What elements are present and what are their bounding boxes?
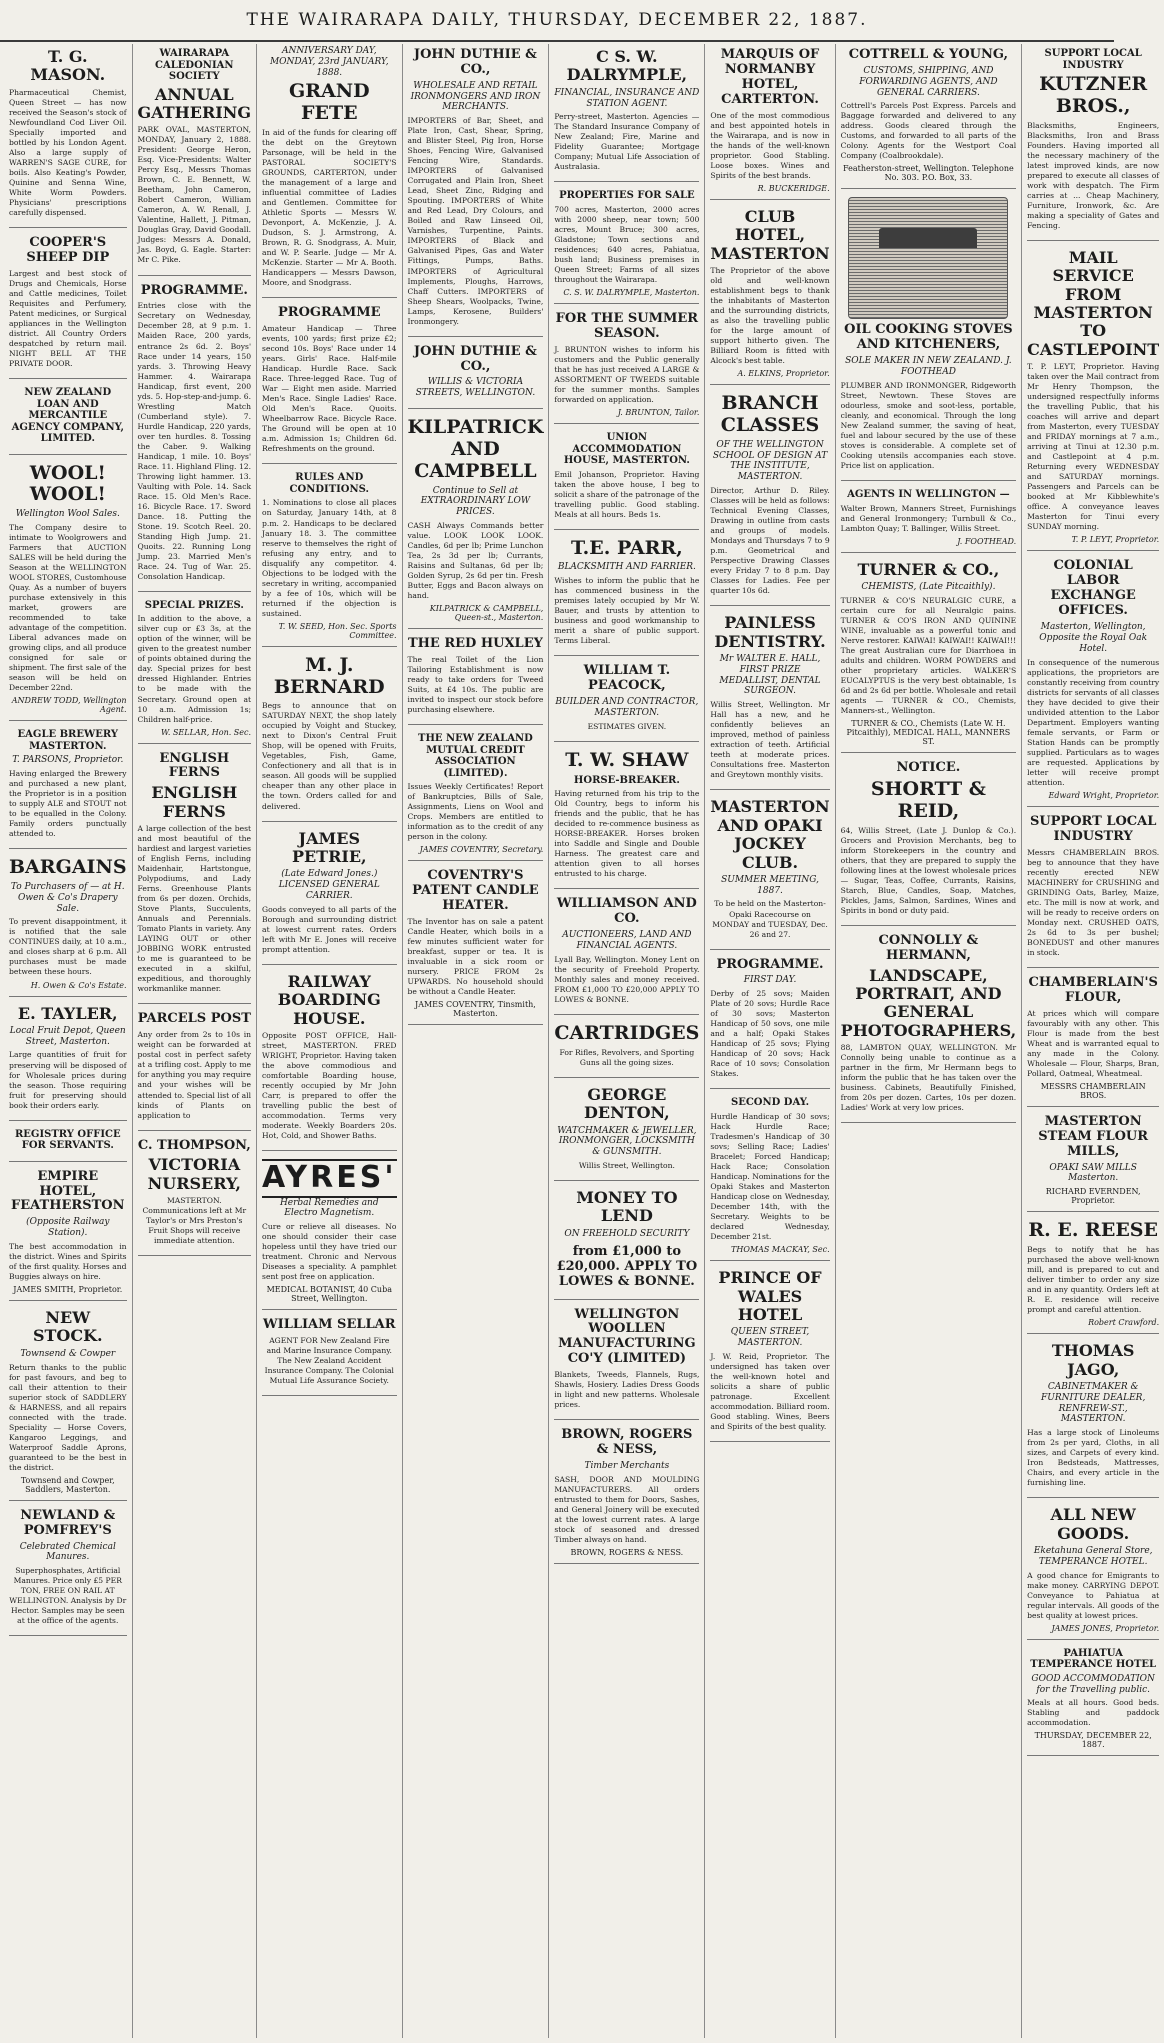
advertisement bbox=[1027, 559, 1159, 806]
ad-subtitle: FINANCIAL, INSURANCE AND STATION AGENT. bbox=[554, 87, 700, 109]
column-3 bbox=[257, 44, 402, 2038]
ad-body: CASH Always Commands better value. LOOK LOOK LOOK. Candles, 6d per lb; Prime Lunchon Tea, 2s 3d per lb; Currants, Raisins and Sultanas, 6d per lb; Golden Syrup, 2s 6d per tin. Fresh Butter, Eggs and Bacon always on hand. bbox=[407, 520, 544, 601]
ad-title: THE NEW ZEALAND MUTUAL CREDIT ASSOCIATION (LIMITED). bbox=[418, 733, 533, 779]
ad-body: Wishes to inform the public that he has commenced business in the premises lately occupied by Mr W. Bauer, and trusts by attention to business and good workmanship to merit a share of public support. Terms Liberal. bbox=[554, 576, 700, 646]
advertisement bbox=[710, 1269, 829, 1442]
ad-body: T. P. LEYT, Proprietor. Having taken over the Mail contract from Mr Henry Thompson, the undersigned respectfully informs the travelling Public, that his coaches will arrive and depart from Masterton, every TUESDAY and FRIDAY mornings at 7 a.m., arriving at Tinui at 12.30 p.m. and Castlepoint at 4 p.m. Returning every WEDNESDAY and SATURDAY mornings. Passengers and Parcels can be booked at Mr Kibblewhite's office. A conveyance leaves Masterton for Tinui every SUNDAY morning. bbox=[1027, 362, 1160, 532]
ad-title: MONEY TO LEND bbox=[576, 1187, 678, 1226]
ad-body: TURNER & CO'S NEURALGIC CURE, a certain cure for all Neuralgic pains. TURNER & CO'S IRON AND QUININE WINE, invaluable as a powerful tonic and Nerve restorer. KAIWAI! KAIWAI!! KAIWAI!!! The great Australian cure for Diarrhoea in adults and children. WORM POWDERS and other proprietary articles. WALKER'S EUCALYPTUS is the very best obtainable, 1s 6d and 2s 6d per bottle. Wholesale and retail agents — TURNER & CO., Chemists, Manners-st., Wellington. bbox=[840, 595, 1017, 715]
ad-subtitle: BUILDER AND CONTRACTOR, MASTERTON. bbox=[555, 697, 699, 719]
ad-body: SASH, DOOR AND MOULDING MANUFACTURERS. All orders entrusted to them for Doors, Sashes, and General Joinery will be executed at the lowest current rates. A large stock of seasoned and dressed Timber always on hand. bbox=[554, 1475, 700, 1545]
ad-subtitle: AUCTIONEERS, LAND AND FINANCIAL AGENTS. bbox=[562, 930, 692, 952]
ad-subtitle: FIRST DAY. bbox=[743, 975, 797, 986]
advertisement bbox=[408, 345, 544, 409]
ad-title: GEORGE DENTON, bbox=[584, 1084, 670, 1123]
ad-title: NEW STOCK. bbox=[32, 1308, 103, 1346]
ad-body: A large collection of the best and most beautiful of the hardiest and largest varieties of English Ferns, including Maidenhair, Hartstongue, Polypodiums, and Lady Ferns. Greenhouse Plants from 6s per dozen. Orchids, Stove Plants, Succulents, Annuals and Perennials. Tomato Plants in variety. Any LAYING OUT or other JOBBING WORK entrusted to me is guaranteed to be executed in a skilful, expeditious, and thoroughly workmanlike manner. bbox=[137, 824, 252, 994]
ad-subtitle: Masterton, Wellington, Opposite the Royal Oak Hotel. bbox=[1039, 622, 1148, 654]
advertisement bbox=[408, 733, 544, 861]
masthead-title: THE WAIRARAPA DAILY, THURSDAY, DECEMBER 22, 1887. bbox=[246, 10, 868, 30]
advertisement bbox=[710, 1097, 829, 1261]
ad-body: Entries close with the Secretary on Wednesday, December 28, at 9 p.m. 1. Maiden Race, 200 yards, entrance 2s 6d. 2. Boys' Race under 14 years, 150 yards. 3. Throwing Heavy Hammer. 4. Wairarapa Handicap, first event, 200 yds. 5. Hop-step-and-jump. 6. Wrestling Match (Cumberland style). 7. Hurdle Handicap, 220 yards, over ten hurdles. 8. Tossing the Caber. 9. Walking Handicap, 1 mile. 10. Boys' Race. 11. Highland Fling. 12. Throwing light hammer. 13. Vaulting with Pole. 14. Sack Race. 15. Old Men's Race. 16. Bicycle Race. 17. Sword Dance. 18. Putting the Stone. 19. Scotch Reel. 20. Standing High Jump. 21. Quoits. 22. Running Long Jump. 23. Married Men's Race. 24. Tug of War. 25. Consolation Handicap. bbox=[137, 301, 252, 581]
ad-body: For Rifles, Revolvers, and Sporting Guns all the going sizes. bbox=[559, 1047, 695, 1067]
ad-signature: JAMES JONES, Proprietor. bbox=[1051, 1623, 1160, 1633]
advertisement bbox=[262, 1318, 396, 1396]
ad-title: RAILWAY BOARDING HOUSE. bbox=[277, 971, 381, 1028]
ad-title: TURNER & CO., bbox=[857, 559, 1000, 579]
ad-title: R. E. REESE bbox=[1028, 1219, 1159, 1242]
ad-title: JOHN DUTHIE & CO., bbox=[413, 343, 537, 374]
advertisement bbox=[1027, 1342, 1159, 1498]
ad-signature: Edward Wright, Proprietor. bbox=[1048, 790, 1160, 800]
advertisement bbox=[554, 750, 699, 889]
ad-title: CHAMBERLAIN'S FLOUR, bbox=[1028, 974, 1158, 1005]
ad-title: BARGAINS bbox=[9, 856, 127, 879]
ad-title: OIL COOKING STOVES AND KITCHENERS, bbox=[844, 322, 1013, 353]
ad-body: Walter Brown, Manners Street, Furnishings and General Ironmongery; Turnbull & Co., Lambton Quay; T. Ballinger, Willis Street. bbox=[840, 503, 1017, 533]
ad-title: PRINCE OF WALES HOTEL bbox=[718, 1268, 822, 1324]
advertisement bbox=[554, 190, 699, 304]
advertisement bbox=[554, 48, 699, 182]
ad-body: Willis Street, Wellington. Mr Hall has a new, and he confidently believes an improved, method of painless extraction of teeth. Artificial teeth at moderate prices. Consultations free. Masterton and Greytown monthly visits. bbox=[710, 700, 830, 780]
ad-body: Having returned from his trip to the Old Country, begs to inform his friends and the public, that he has decided to re-commence business as HORSE-BREAKER. Horses broken into Saddle and Single and Double Harness. The greatest care and attention given to all horses entrusted to his charge. bbox=[554, 789, 700, 879]
ad-body: A good chance for Emigrants to make money. CARRYING DEPOT. Conveyance to Pahiatua at regular intervals. All goods of the best quality at lowest prices. bbox=[1027, 1570, 1160, 1620]
ad-subtitle: Townsend & Cowper bbox=[20, 1348, 116, 1359]
ad-title: T.E. PARR, bbox=[570, 536, 683, 559]
ad-signature: KILPATRICK & CAMPBELL, Queen-st., Masterton. bbox=[429, 604, 544, 623]
ad-title: M. J. BERNARD bbox=[273, 653, 385, 698]
advertisement bbox=[841, 197, 1017, 481]
ad-title: SUPPORT LOCAL INDUSTRY bbox=[1044, 48, 1142, 71]
ad-signature: J. BRUNTON, Tailor. bbox=[617, 408, 700, 418]
ad-signature: Robert Crawford. bbox=[1088, 1318, 1160, 1328]
ad-title: E. TAYLER, bbox=[17, 1003, 118, 1023]
advertisement bbox=[554, 1023, 699, 1078]
advertisement bbox=[710, 48, 829, 200]
advertisement bbox=[554, 538, 699, 657]
ad-body: Any order from 2s to 10s in weight can be forwarded at postal cost in perfect safety at a trifling cost. Apply to me for anything you may require and your wishes will be attended to. Special list of all kinds of Plants on application to bbox=[137, 1030, 252, 1120]
ad-subtitle: HORSE-BREAKER. bbox=[573, 774, 680, 786]
ad-title: WILLIAM T. PEACOCK, bbox=[583, 663, 671, 694]
ad-title: PARCELS POST bbox=[137, 1011, 251, 1027]
ad-body: Blankets, Tweeds, Flannels, Rugs, Shawls, Hosiery. Ladies Dress Goods in light and new patterns. Wholesale prices. bbox=[554, 1370, 700, 1410]
ad-subtitle: ENGLISH FERNS bbox=[151, 783, 238, 821]
ad-body: Cottrell's Parcels Post Express. Parcels and Baggage forwarded and delivered to any address. Goods cleared through the Customs, and forwarded to all parts of the Colony. Agents for the Westport Coal Company (Coalbrookdale). bbox=[840, 101, 1017, 161]
ad-signature: MESSRS CHAMBERLAIN BROS. bbox=[1040, 1081, 1146, 1100]
advertisement bbox=[1027, 1506, 1159, 1639]
ad-body: Perry-street, Masterton. Agencies — The Standard Insurance Company of New Zealand; Fire, Marine and Fidelity Guarantee; Mortgage Company; Mutual Life Association of Australasia. bbox=[554, 112, 700, 172]
ad-signature: THOMAS MACKAY, Sec. bbox=[731, 1245, 830, 1255]
advertisement bbox=[9, 857, 127, 996]
cooking-stove-illustration bbox=[848, 197, 1008, 319]
ad-body: J. W. Reid, Proprietor. The undersigned has taken over the well-known hotel and solicits a share of public patronage. Excellent accommodation. Billiard room. Good stabling. Wines, Beers and Spirits of the best quality. bbox=[710, 1351, 830, 1431]
ad-subtitle: BLACKSMITH AND FARRIER. bbox=[557, 562, 696, 573]
ad-title: EMPIRE HOTEL, FEATHERSTON bbox=[11, 1168, 125, 1214]
ad-subtitle: LANDSCAPE, PORTRAIT, AND GENERAL PHOTOGRAPHERS, bbox=[840, 965, 1017, 1040]
ad-signature: Featherston-street, Wellington. Telephone No. 303. P.O. Box, 33. bbox=[843, 164, 1014, 183]
ad-body: Opposite POST OFFICE, Hall-street, MASTERTON. FRED WRIGHT, Proprietor. Having taken the above commodious and comfortable Boarding house, recently occupied by Mr John Carr, is prepared to offer the travelling public the best of accommodation. Terms very moderate. Weekly Boarders 20s. Hot, Cold, and Shower Baths. bbox=[262, 1030, 397, 1141]
ad-subtitle: (Opposite Railway Station). bbox=[26, 1217, 110, 1239]
ad-title: WAIRARAPA CALEDONIAN SOCIETY bbox=[155, 48, 234, 82]
advertisement bbox=[262, 655, 396, 822]
advertisement bbox=[710, 208, 829, 385]
ad-subtitle: GOOD ACCOMMODATION for the Travelling public. bbox=[1031, 1673, 1155, 1695]
ad-body: One of the most commodious and best appointed hotels in the Wairarapa, and is now in the hands of the well-known proprietor. Good Stabling. Loose boxes. Wines and Spirits of the best brands. bbox=[710, 110, 830, 180]
ad-title: NEW ZEALAND LOAN AND MERCANTILE AGENCY COMPANY, LIMITED. bbox=[11, 387, 124, 445]
advertisement bbox=[408, 637, 544, 725]
column-7 bbox=[836, 44, 1023, 2038]
ad-body: Derby of 25 sovs; Maiden Plate of 20 sovs; Hurdle Race of 30 sovs; Masterton Handicap of 50 sovs, one mile and a half; Opaki Stakes Handicap of 25 sovs; Flying Handicap of 20 sovs; Hack Race of 10 sovs; Consolation Stakes. bbox=[710, 989, 830, 1079]
columns bbox=[4, 44, 1160, 2038]
ad-body: Pharmaceutical Chemist, Queen Street — has now received the Season's stock of Newfoundland Cod Liver Oil. Specially imported and bottled by his London Agent. Also a large supply of WARREN'S SAGE CURE, for boils. Also Keating's Powder, Quinine and Senna Wine, White Worm Powders. Physicians' prescriptions carefully dispensed. bbox=[9, 87, 127, 217]
advertisement bbox=[1027, 249, 1159, 552]
ad-signature: W. SELLAR, Hon. Sec. bbox=[161, 727, 252, 737]
advertisement bbox=[408, 869, 544, 1025]
ad-body: In consequence of the numerous applications, the proprietors are constantly receiving from country districts for servants of all classes they have decided to give their undivided attention to the Labor Department. Employers wanting female servants, or Farm or Station Hands can be promptly supplied. Particulars as to wages are requested. Applications by letter will receive prompt attention. bbox=[1027, 657, 1160, 787]
advertisement bbox=[554, 312, 699, 424]
ad-title: THE RED HUXLEY bbox=[407, 636, 543, 652]
advertisement bbox=[262, 306, 396, 464]
ad-signature: T. W. SEED, Hon. Sec. Sports Committee. bbox=[278, 621, 397, 640]
ad-title: MAIL SERVICE FROM MASTERTON TO CASTLEPOINT bbox=[1027, 247, 1160, 359]
ad-title: COTTRELL & YOUNG, bbox=[848, 47, 1009, 62]
advertisement bbox=[138, 48, 252, 276]
ad-body: Director, Arthur D. Riley. Classes will be held as follows: Technical Evening Classes, Drawing in outline from casts and groups of models. Mondays and Thursdays 7 to 9 p.m. Geometrical and Perspective Drawing Classes every Friday 7 to 8 p.m. Day Classes for Ladies. Fee per quarter 10s 6d. bbox=[710, 486, 830, 596]
advertisement bbox=[1027, 976, 1159, 1107]
advertisement bbox=[1027, 1648, 1159, 1757]
ad-subtitle: ANNIVERSARY DAY, MONDAY, 23rd JANUARY, 1888. bbox=[269, 46, 389, 78]
ad-subtitle: VICTORIA NURSERY, bbox=[147, 1155, 241, 1193]
ad-body: The real Toilet of the Lion Tailoring Establishment is now ready to take orders for Tweed Suits, at £4 10s. The public are invited to inspect our stock before purchasing elsewhere. bbox=[407, 655, 544, 715]
advertisement bbox=[1027, 48, 1159, 241]
ad-title: PAINLESS DENTISTRY. bbox=[714, 613, 826, 651]
ad-subtitle: Continue to Sell at EXTRAORDINARY LOW PRICES. bbox=[420, 485, 531, 518]
advertisement bbox=[9, 729, 127, 849]
column-8 bbox=[1022, 44, 1164, 2038]
ad-body: In aid of the funds for clearing off the debt on the Greytown Parsonage, will be held in the PASTORAL SOCIETY'S GROUNDS, CARTERTON, under the management of a large and influential committee of Ladies and Gentlemen. Committee for Athletic Sports — Messrs W. Devonport, A. McKenzie, J. A. Dudson, S. J. Armstrong, A. Brown, R. G. Snodgrass, A. Muir, and W. P. Searle. Judge — Mr A. McKenzie. Starter — Mr A. Booth. Handicappers — Messrs Dawson, Moore, and Snodgrass. bbox=[262, 128, 397, 288]
ad-subtitle: CHEMISTS, (Late Pitcaithly). bbox=[861, 581, 996, 592]
ad-title: EAGLE BREWERY MASTERTON. bbox=[17, 729, 118, 752]
ad-subtitle: OPAKI SAW MILLS Masterton. bbox=[1049, 1162, 1137, 1184]
advertisement bbox=[138, 1139, 252, 1257]
ad-subtitle: WHOLESALE AND RETAIL IRONMONGERS AND IRON MERCHANTS. bbox=[410, 80, 541, 113]
ad-title: KILPATRICK AND CAMPBELL bbox=[407, 416, 544, 482]
ad-title: RULES AND CONDITIONS. bbox=[289, 472, 370, 495]
ad-body: Hurdle Handicap of 30 sovs; Hack Hurdle Race; Tradesmen's Handicap of 30 sovs; Selling Race; Ladies' Bracelet; Forced Handicap; Hack Race; Consolation Handicap. Nominations for the Opaki Stakes and Masterton Handicap close on Wednesday, December 14th, with the Secretary. Weights to be declared Wednesday, December 21st. bbox=[710, 1111, 830, 1242]
advertisement bbox=[138, 284, 252, 592]
ad-title: ENGLISH FERNS bbox=[159, 750, 230, 781]
ad-title: GRAND FETE bbox=[288, 80, 370, 125]
ad-subtitle: OF THE WELLINGTON SCHOOL OF DESIGN AT THE INSTITUTE, MASTERTON. bbox=[712, 439, 828, 483]
ad-subtitle: Local Fruit Depot, Queen Street, Masterton. bbox=[9, 1025, 126, 1047]
masthead bbox=[0, 0, 1114, 42]
ad-body: ESTIMATES GIVEN. bbox=[587, 721, 667, 731]
ad-signature: JAMES COVENTRY, Secretary. bbox=[419, 845, 544, 855]
ad-subtitle: T. PARSONS, Proprietor. bbox=[12, 755, 124, 766]
ad-signature: THURSDAY, DECEMBER 22, 1887. bbox=[1034, 1731, 1152, 1750]
ad-body: Goods conveyed to all parts of the Borough and surrounding district at lowest current rates. Orders left with Mr E. Jones will receive prompt attention. bbox=[262, 904, 397, 954]
ad-title: WOOL! WOOL! bbox=[29, 461, 106, 506]
ad-title: MARQUIS OF NORMANBY HOTEL, CARTERTON. bbox=[720, 47, 820, 107]
ad-title: C S. W. DALRYMPLE, bbox=[566, 47, 688, 85]
ad-body: Emil Johanson, Proprietor. Having taken the above house, I beg to solicit a share of the patronage of the travelling public. Good stabling. Meals at all hours. Beds 1s. bbox=[554, 469, 700, 519]
ad-subtitle: SHORTT & REID, bbox=[870, 777, 986, 822]
ad-title: CARTRIDGES bbox=[554, 1021, 700, 1044]
ad-body: Return thanks to the public for past favours, and beg to call their attention to their superior stock of SADDLERY & HARNESS, and all repairs connected with the trade. Speciality — Horse Covers, Kangaroo Leggings, and Waterproof Saddle Aprons, guaranteed to be the best in the district. bbox=[9, 1362, 127, 1472]
advertisement bbox=[9, 1309, 127, 1501]
advertisement bbox=[262, 472, 396, 646]
ad-body: 88, LAMBTON QUAY, WELLINGTON. Mr Connolly being unable to continue as a partner in the firm, Mr Hermann begs to inform the public that he has taken over the business. Cabinets, Beautifully Finished, from 20s per dozen. Cartes, 10s per dozen. Ladies' Work at very low prices. bbox=[840, 1043, 1017, 1113]
advertisement bbox=[841, 489, 1017, 553]
column-6 bbox=[705, 44, 835, 2038]
ad-title: SECOND DAY. bbox=[730, 1097, 810, 1109]
advertisement bbox=[9, 1170, 127, 1301]
advertisement bbox=[9, 463, 127, 722]
ad-title: SPECIAL PRIZES. bbox=[144, 599, 244, 611]
advertisement bbox=[710, 798, 829, 949]
ad-signature: H. Owen & Co's Estate. bbox=[30, 980, 127, 990]
ad-signature: R. BUCKERIDGE. bbox=[757, 183, 830, 193]
ad-body: Cure or relieve all diseases. No one should consider their case hopeless until they have tried our treatment. Chronic and Nervous Diseases a speciality. A pamphlet sent post free on application. bbox=[262, 1222, 397, 1282]
ad-subtitle: ANNUAL GATHERING bbox=[137, 84, 252, 122]
ad-title: WILLIAMSON AND CO. bbox=[556, 896, 697, 927]
ad-signature: TURNER & CO., Chemists (Late W. H. Pitcaithly), MEDICAL HALL, MANNERS ST. bbox=[846, 718, 1011, 746]
advertisement bbox=[408, 417, 544, 629]
ad-title: MASTERTON AND OPAKI JOCKEY CLUB. bbox=[710, 797, 830, 872]
advertisement bbox=[841, 934, 1017, 1124]
ad-body: Begs to notify that he has purchased the above well-known mill, and is prepared to cut and deliver timber to order any size and in any quantity. Orders left at R. E. residence will receive prompt and careful attention. bbox=[1027, 1245, 1160, 1315]
ad-title: CLUB HOTEL, MASTERTON bbox=[710, 206, 830, 263]
ad-title: REGISTRY OFFICE FOR SERVANTS. bbox=[14, 1128, 121, 1152]
ad-signature: T. P. LEYT, Proprietor. bbox=[1071, 535, 1160, 545]
ad-body: PLUMBER AND IRONMONGER, Ridgeworth Street, Newtown. These Stoves are odourless, smoke and soot-less, portable, cleanly, and economical. Through the long New Zealand summer, the saving of heat, fuel and labour secured by the use of these stoves is considerable. A complete set of Cooking utensils accompanies each stove. Price list on application. bbox=[840, 380, 1017, 471]
column-2 bbox=[133, 44, 258, 2038]
advertisement bbox=[9, 1005, 127, 1121]
advertisement bbox=[262, 1159, 396, 1310]
advertisement bbox=[554, 1189, 699, 1300]
ad-title: AGENTS IN WELLINGTON — bbox=[847, 489, 1010, 501]
ad-body: IMPORTERS of Bar, Sheet, and Plate Iron, Cast, Shear, Spring, and Blister Steel, Pig Iron, Horse Shoes, Fencing Wire, Galvanised Fencing Wire, Standards. IMPORTERS of Galvanised Corrugated and Plain Iron, Sheet Lead, Sheet Zinc, Ridging and Spouting. IMPORTERS of White and Red Lead, Dry Colours, and Boiled and Raw Linseed Oil, Varnishes, Turpentine, Paints. IMPORTERS of Black and Galvanised Pipes, Gas and Water Fittings, Pumps, Baths. IMPORTERS of Agricultural Implements, Ploughs, Harrows, Chaff Cutters. IMPORTERS of Sheep Shears, Woolpacks, Twine, Lamps, Kerosene, Builders' Ironmongery. bbox=[407, 116, 544, 326]
ad-title: NEWLAND & POMFREY'S bbox=[20, 1507, 116, 1538]
ad-body: The best accommodation in the district. Wines and Spirits of the first quality. Horses and Buggies always on hire. bbox=[9, 1241, 127, 1282]
ad-body: At prices which will compare favourably with any other. This Flour is made from the best Wheat and is warranted equal to any made in the Colony. Wholesale — Flour, Sharps, Bran, Pollard, Oatmeal, Wheatmeal. bbox=[1027, 1008, 1160, 1078]
ad-title: COLONIAL LABOR EXCHANGE OFFICES. bbox=[1050, 558, 1136, 619]
column-5 bbox=[549, 44, 705, 2038]
ad-title: PAHIATUA TEMPERANCE HOTEL bbox=[1030, 1647, 1157, 1671]
advertisement bbox=[262, 830, 396, 965]
ad-title: PROGRAMME. bbox=[716, 956, 824, 972]
ad-title: THOMAS JAGO, bbox=[1051, 1341, 1135, 1379]
ad-subtitle: To Purchasers of — at H. Owen & Co's Drapery Sale. bbox=[10, 882, 125, 914]
advertisement bbox=[554, 1428, 699, 1564]
column-4 bbox=[403, 44, 550, 2038]
ad-title: SUPPORT LOCAL INDUSTRY bbox=[1029, 813, 1157, 844]
ad-title: WELLINGTON WOOLLEN MANUFACTURING CO'Y (LIMITED) bbox=[558, 1306, 696, 1367]
ad-body: Largest and best stock of Drugs and Chemicals, Horse and Cattle medicines, Toilet Requisites and Perfumery, Patent medicines, or Surgical appliances in the Wellington district. All Country Orders despatched by return mail. NIGHT BELL AT THE PRIVATE DOOR. bbox=[9, 268, 127, 368]
ad-body: To prevent disappointment, it is notified that the sale CONTINUES daily, at 10 a.m., and closes sharp at 6 p.m. All purchases must be made between these hours. bbox=[9, 917, 127, 977]
ad-title: T. G. MASON. bbox=[30, 47, 106, 85]
advertisement bbox=[554, 897, 699, 1015]
advertisement bbox=[710, 614, 829, 790]
ad-body: Has a large stock of Linoleums from 2s per yard, Cloths, in all sizes, and Carpets of every kind. Iron Bedsteads, Mattresses, Chairs, and every article in the furnishing line. bbox=[1027, 1428, 1160, 1488]
ad-body: To be held on the Masterton-Opaki Racecourse on MONDAY and TUESDAY, Dec. 26 and 27. bbox=[712, 899, 828, 939]
ad-signature: ANDREW TODD, Wellington Agent. bbox=[11, 696, 127, 715]
ad-title: JAMES PETRIE, bbox=[291, 828, 367, 866]
advertisement bbox=[554, 1308, 699, 1421]
advertisement bbox=[1027, 1115, 1159, 1212]
ad-body: MASTERTON. Communications left at Mr Taylor's or Mrs Preston's Fruit Shops will receive immediate attention. bbox=[142, 1196, 247, 1246]
ad-title: C. THOMPSON, bbox=[137, 1137, 251, 1153]
advertisement bbox=[9, 1509, 127, 1637]
ad-body: In addition to the above, a silver cup or £3 3s, at the option of the winner, will be given to the greatest number of points obtained during the day. Special prizes for best dressed Highlander. Entries to be made with the Secretary. Ground open at 10 a.m. Admission 1s; Children half-price. bbox=[137, 614, 252, 724]
stove-top-shape bbox=[879, 228, 977, 248]
ad-title: ALL NEW GOODS. bbox=[1050, 1505, 1136, 1543]
advertisement bbox=[138, 752, 252, 1005]
ad-subtitle: Timber Merchants bbox=[584, 1461, 670, 1472]
ad-subtitle: Mr WALTER E. HALL, FIRST PRIZE MEDALLIST, DENTAL SURGEON. bbox=[719, 654, 821, 697]
ad-body: from £1,000 to £20,000. APPLY TO LOWES & BONNE. bbox=[556, 1243, 698, 1289]
ad-body: The Company desire to intimate to Woolgrowers and Farmers that AUCTION SALES will be held during the Season at the WELLINGTON WOOL STORES, Customhouse Quay. As a number of buyers purchase extensively in this market, growers are recommended to take advantage of the competition. Liberal advances made on growing clips, and all produce consigned for sale or shipment. The first sale of the season will be held on December 22nd. bbox=[9, 523, 127, 693]
ad-signature: A. ELKINS, Proprietor. bbox=[737, 369, 830, 379]
column-1 bbox=[4, 44, 133, 2038]
advertisement bbox=[1027, 1220, 1159, 1334]
ad-title: MASTERTON STEAM FLOUR MILLS, bbox=[1038, 1113, 1149, 1159]
advertisement bbox=[138, 1012, 252, 1130]
ad-subtitle: SUMMER MEETING, 1887. bbox=[721, 874, 819, 896]
ad-title: BROWN, ROGERS & NESS, bbox=[561, 1427, 693, 1458]
ad-title: AYRES' bbox=[262, 1159, 396, 1198]
ad-subtitle: Eketahuna General Store, TEMPERANCE HOTEL. bbox=[1033, 1546, 1153, 1567]
ad-title: JOHN DUTHIE & CO., bbox=[413, 47, 537, 77]
ad-subtitle: CABINETMAKER & FURNITURE DEALER, RENFREW-ST., MASTERTON. bbox=[1041, 1381, 1146, 1425]
ad-subtitle: WATCHMAKER & JEWELLER, IRONMONGER, LOCKSMITH & GUNSMITH. bbox=[557, 1125, 697, 1158]
ad-subtitle: QUEEN STREET, MASTERTON. bbox=[730, 1327, 810, 1349]
ad-body: Issues Weekly Certificates! Report of Bankruptcies, Bills of Sale, Assignments, Liens on Wool and Crops. Members are entitled to information as to the credit of any person in the colony. bbox=[407, 782, 544, 842]
ad-body: PARK OVAL, MASTERTON, MONDAY, January 2, 1888. President: George Heron, Esq. Vice-Presidents: Walter Percy Esq., Messrs Thomas Brown, C. E. Bennett, W. Beetham, John Cameron, Robert Cameron, William Cameron, A. W. Renall, J. Valentine, Hallett, J. Pitman, Douglas Gray, David Goodall. Judges: Messrs A. Donald, Jas. Boyd, G. Eagle. Starter: Mr C. Pike. bbox=[137, 125, 252, 265]
ad-body: AGENT FOR New Zealand Fire and Marine Insurance Company. The New Zealand Accident Insurance Company. The Colonial Mutual Life Assurance Society. bbox=[264, 1336, 394, 1386]
ad-subtitle: WILLIS & VICTORIA STREETS, WELLINGTON. bbox=[415, 377, 536, 399]
ad-signature: BROWN, ROGERS & NESS. bbox=[570, 1548, 684, 1558]
advertisement bbox=[408, 48, 544, 337]
ad-title: T. W. SHAW bbox=[565, 748, 689, 771]
ad-title: PROGRAMME. bbox=[140, 282, 248, 298]
advertisement bbox=[9, 236, 127, 379]
ad-subtitle: (Late Edward Jones.) LICENSED GENERAL CARRIER. bbox=[278, 869, 380, 901]
ad-title: CONNOLLY & HERMANN, bbox=[878, 932, 979, 963]
ad-subtitle: SOLE MAKER IN NEW ZEALAND. J. FOOTHEAD bbox=[845, 356, 1012, 378]
advertisement bbox=[554, 1086, 699, 1181]
ad-body: Having enlarged the Brewery and purchased a new plant, the Proprietor is in a position to supply ALE and STOUT not to be equalled in the Colony. Family orders punctually attended to. bbox=[9, 769, 127, 839]
ad-title: COOPER'S SHEEP DIP bbox=[26, 234, 110, 265]
advertisement bbox=[841, 761, 1017, 926]
advertisement bbox=[710, 393, 829, 606]
ad-signature: J. FOOTHEAD. bbox=[957, 536, 1017, 546]
advertisement bbox=[262, 973, 396, 1151]
ad-body: J. BRUNTON wishes to inform his customers and the Public generally that he has just received A LARGE & ASSORTMENT OF TWEEDS suitable for the summer months. Samples forwarded on application. bbox=[554, 344, 700, 405]
advertisement bbox=[9, 1129, 127, 1162]
ad-body: Messrs CHAMBERLAIN BROS. beg to announce that they have recently erected NEW MACHINERY for CRUSHING and GRINDING Oats, Barley, Maize, etc. The mill is now at work, and will be ready to receive orders on Monday next. CRUSHED OATS, 2s 6d to 3s per bushel; BONEDUST and other manures in stock. bbox=[1027, 847, 1160, 957]
ad-title: COVENTRY'S PATENT CANDLE HEATER. bbox=[412, 868, 539, 914]
advertisement bbox=[9, 387, 127, 455]
ad-title: UNION ACCOMMODATION HOUSE, MASTERTON. bbox=[563, 432, 690, 467]
ad-subtitle: Celebrated Chemical Manures. bbox=[19, 1541, 116, 1563]
ad-body: 700 acres, Masterton, 2000 acres with 2000 sheep, near town; 500 acres, Mount Bruce; 300 acres, Gladstone; Town sections and residences; 640 acres, Pahiatua, bush land; Business premises in Queen Street; Farms of all sizes throughout the Wairarapa. bbox=[554, 204, 700, 285]
advertisement bbox=[841, 48, 1017, 189]
advertisement bbox=[138, 600, 252, 744]
advertisement bbox=[262, 46, 396, 298]
ad-body: 64, Willis Street, (Late J. Dunlop & Co.). Grocers and Provision Merchants, beg to inform Storekeepers in the country and others, that they are prepared to supply the following lines at the lowest wholesale prices — Sugar, Teas, Coffee, Currants, Raisins, Starch, Blue, Candles, Soap, Matches, Pickles, Jams, Salmon, Sardines, Wines and Spirits in bond or duty paid. bbox=[840, 825, 1017, 915]
ad-body: Amateur Handicap — Three events, 100 yards; first prize £2; second 10s. Boys' Race under 14 years. Girls' Race. Half-mile Handicap. Hurdle Race. Sack Race. Three-legged Race. Tug of War — Eight men aside. Married Men's Race. Single Ladies' Race. Old Men's Race. Quoits. Wheelbarrow Race. Bicycle Race. The Ground will be open at 10 a.m. Admission 1s; Children 6d. Refreshments on the ground. bbox=[262, 324, 397, 454]
ad-title: NOTICE. bbox=[896, 759, 961, 775]
advertisement bbox=[710, 958, 829, 1090]
advertisement bbox=[554, 432, 699, 530]
ad-subtitle: CUSTOMS, SHIPPING, AND FORWARDING AGENTS, AND GENERAL CARRIERS. bbox=[859, 65, 998, 98]
ad-title: FOR THE SUMMER SEASON. bbox=[555, 311, 699, 342]
advertisement bbox=[841, 561, 1017, 753]
ad-body: Large quantities of fruit for preserving will be disposed of for Wholesale prices during the season. Those requiring fruit for preserving should book their orders early. bbox=[9, 1050, 127, 1110]
ad-signature: Townsend and Cowper, Saddlers, Masterton. bbox=[20, 1475, 115, 1494]
ad-body: Willis Street, Wellington. bbox=[578, 1160, 675, 1170]
ad-body: The Inventor has on sale a patent Candle Heater, which boils in a few minutes sufficient water for breakfast, supper or tea. It is invaluable in a sick room or nursery. PRICE FROM 2s UPWARDS. No household should be without a Candle Heater. bbox=[407, 917, 544, 997]
ad-body: 1. Nominations to close all places on Saturday, January 14th, at 8 p.m. 2. Handicaps to be declared January 18. 3. The committee reserve to themselves the right of refusing any entry, and to disqualify any competitor. 4. Objections to be lodged with the secretary in writing, accompanied by a fee of 10s, which will be returned if the objection is sustained. bbox=[262, 498, 397, 618]
ad-body: Lyall Bay, Wellington. Money Lent on the security of Freehold Property. Monthly sales and money received. FROM £1,000 TO £20,000 APPLY TO LOWES & BONNE. bbox=[554, 954, 700, 1004]
ad-subtitle: Herbal Remedies and Electro Magnetism. bbox=[279, 1197, 379, 1219]
ad-body: The Proprietor of the above old and well-known establishment begs to thank the inhabitants of Masterton and the surrounding districts, as also the travelling public for the large amount of support hitherto given. The Billiard Room is fitted with Alcock's best table. bbox=[710, 266, 830, 366]
ad-subtitle: ON FREEHOLD SECURITY bbox=[564, 1228, 690, 1239]
advertisement bbox=[554, 664, 699, 741]
advertisement bbox=[1027, 815, 1159, 968]
ad-body: Superphosphates, Artificial Manures. Price only £5 PER TON, FREE ON RAIL AT WELLINGTON. Analysis by Dr Hector. Samples may be seen at the office of the agents. bbox=[9, 1566, 127, 1626]
ad-title: PROPERTIES FOR SALE bbox=[559, 190, 695, 202]
ad-signature: JAMES COVENTRY, Tinsmith, Masterton. bbox=[415, 1000, 536, 1019]
ad-title: WILLIAM SELLAR bbox=[263, 1317, 396, 1333]
ad-signature: JAMES SMITH, Proprietor. bbox=[13, 1285, 123, 1295]
advertisement bbox=[9, 48, 127, 228]
ad-title: PROGRAMME bbox=[277, 305, 381, 321]
ad-body: Meals at all hours. Good beds. Stabling and paddock accommodation. bbox=[1027, 1698, 1160, 1728]
ad-signature: RICHARD EVERNDEN, Proprietor. bbox=[1045, 1187, 1141, 1206]
ad-title: BRANCH CLASSES bbox=[720, 392, 820, 437]
ad-body: Begs to announce that on SATURDAY NEXT, the shop lately occupied by Voight and Stuckey, next to Dixon's Central Fruit Shop, will be opened with Fruits, Vegetables, Fish, Game, Confectionery and all that is in season. All goods will be supplied cheaper than any other place in the town. Orders called for and delivered. bbox=[262, 701, 397, 811]
ad-subtitle: Wellington Wool Sales. bbox=[15, 509, 120, 520]
ad-signature: C. S. W. DALRYMPLE, Masterton. bbox=[563, 288, 700, 298]
ad-body: Blacksmiths, Engineers, Blacksmiths, Iron and Brass Founders. Having imported all the necessary machinery of the latest improved kinds, are now prepared to execute all classes of work with despatch. The Firm carries at ... Cheap Machinery, Furniture, Ironwork, &c. Are making a speciality of Gates and Fencing. bbox=[1027, 120, 1160, 230]
ad-subtitle: KUTZNER BROS., bbox=[1039, 73, 1148, 117]
ad-signature: MEDICAL BOTANIST, 40 Cuba Street, Wellington. bbox=[266, 1285, 392, 1304]
